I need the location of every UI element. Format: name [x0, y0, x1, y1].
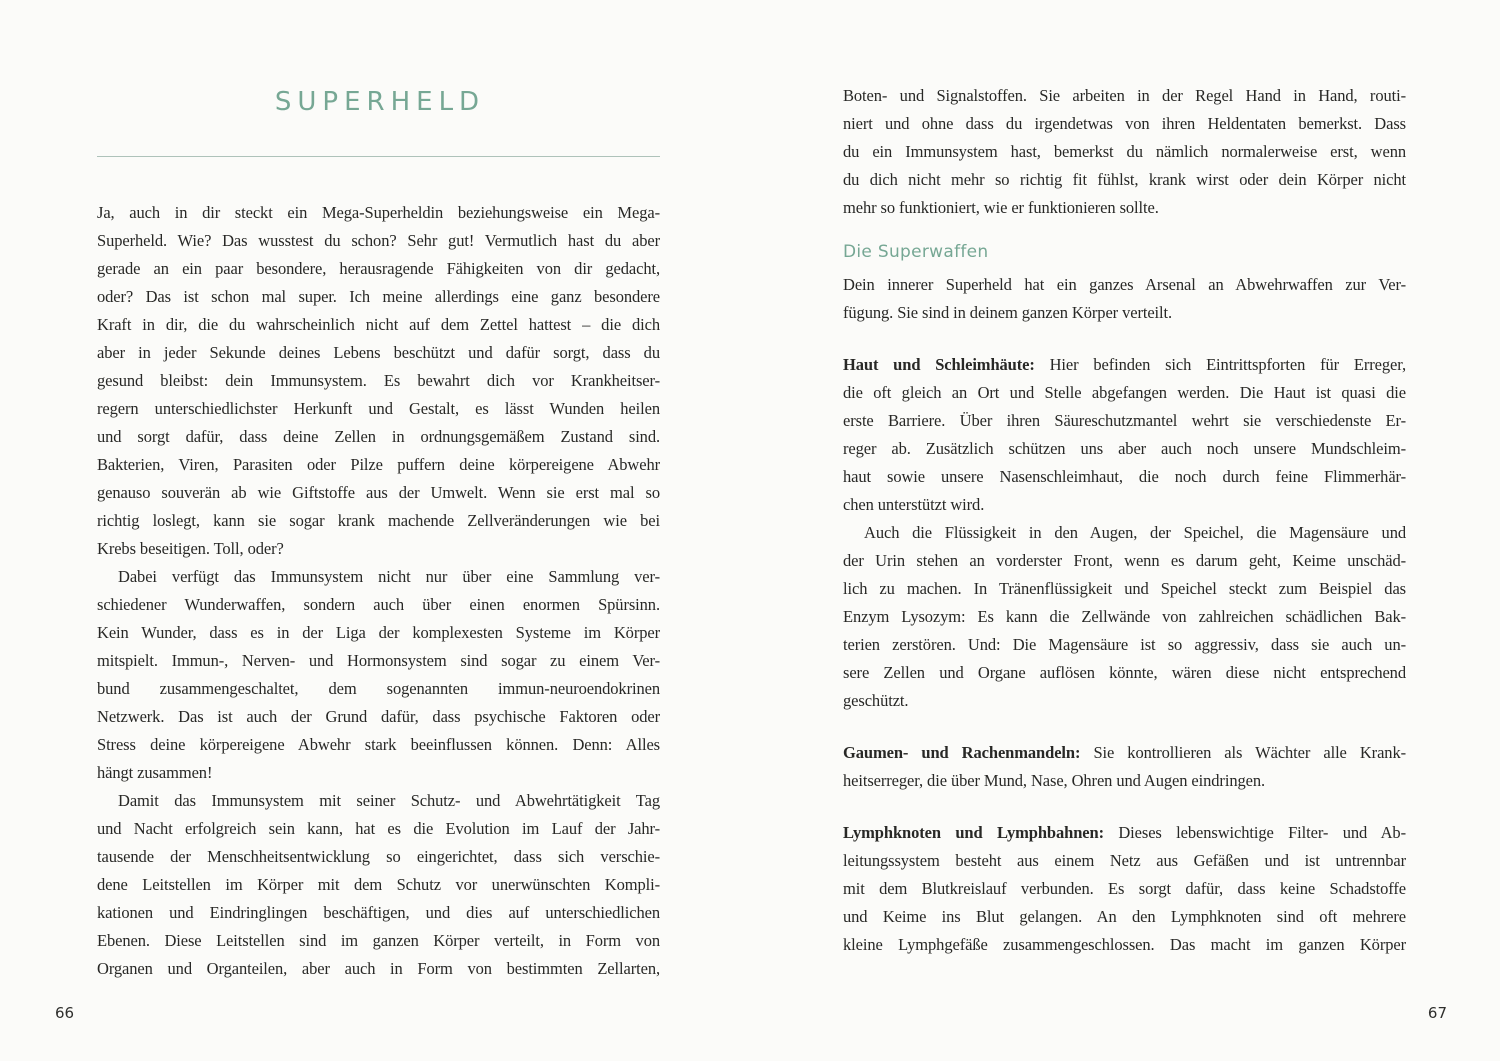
paragraph [97, 563, 660, 787]
text-line: Ja, auch in dir steckt ein Mega-Superheldin beziehungsweise ein Mega- [97, 203, 660, 222]
text-line: Lymphknoten und Lymphbahnen: Dieses lebenswichtige Filter- und Ab- [843, 823, 1406, 842]
text-line: Superheld. Wie? Das wusstest du schon? Sehr gut! Vermutlich hast du aber [97, 231, 660, 250]
text-line: Kraft in dir, die du wahrscheinlich nicht auf dem Zettel hattest – die dich [97, 315, 660, 334]
page-number-right: 67 [1427, 1004, 1447, 1022]
paragraph [843, 351, 1406, 519]
section-heading: Die Superwaffen [843, 242, 989, 262]
bold-lead: Gaumen- und Rachenmandeln: [843, 743, 1081, 762]
text-line: terien zerstören. Und: Die Magensäure ist so aggressiv, dass sie auch un- [843, 635, 1406, 654]
text-line: niert und ohne dass du irgendetwas von ihren Heldentaten bemerkst. Dass [843, 114, 1406, 133]
text-line: hängt zusammen! [97, 763, 213, 782]
text-line: Krebs beseitigen. Toll, oder? [97, 539, 284, 558]
text-line: fügung. Sie sind in deinem ganzen Körper verteilt. [843, 303, 1173, 322]
paragraph [843, 819, 1406, 959]
left-page [97, 0, 660, 1061]
text-line: gerade an ein paar besondere, herausragende Fähigkeiten von dir gedacht, [97, 259, 660, 278]
text-line: Bakterien, Viren, Parasiten oder Pilze puffern deine körpereigene Abwehr [97, 455, 660, 474]
right-page-body [843, 0, 1406, 959]
text-line: geschützt. [843, 691, 909, 710]
text-line: und sorgt dafür, dass deine Zellen in ordnungsgemäßem Zustand sind. [97, 427, 660, 446]
text-line: mitspielt. Immun-, Nerven- und Hormonsystem sind sogar zu einem Ver- [97, 651, 660, 670]
text-line: oder? Das ist schon mal super. Ich meine allerdings eine ganz besondere [97, 287, 660, 306]
text-line: mit dem Blutkreislauf verbunden. Es sorgt dafür, dass keine Schadstoffe [843, 879, 1406, 898]
right-page [843, 0, 1406, 1061]
left-page-body [97, 199, 660, 983]
text-line: Haut und Schleimhäute: Hier befinden sich Eintrittspforten für Erreger, [843, 355, 1406, 374]
text-line: die oft gleich an Ort und Stelle abgefangen werden. Die Haut ist quasi die [843, 383, 1406, 402]
text-line: du ein Immunsystem hast, bemerkst du nämlich normalerweise erst, wenn [843, 142, 1406, 161]
paragraph [843, 82, 1406, 222]
text-line: Stress deine körpereigene Abwehr stark beeinflussen können. Denn: Alles [97, 735, 660, 754]
text-line: richtig loslegt, kann sie sogar krank machende Zellveränderungen wie bei [97, 511, 660, 530]
text-line: mehr so funktioniert, wie er funktionieren sollte. [843, 198, 1159, 217]
text-line: Ebenen. Diese Leitstellen sind im ganzen Körper verteilt, in Form von [97, 931, 660, 950]
text-line: Enzym Lysozym: Es kann die Zellwände von zahlreichen schädlichen Bak- [843, 607, 1406, 626]
text-line: gesund bleibst: dein Immunsystem. Es bewahrt dich vor Krankheitser- [97, 371, 660, 390]
text-line: und Nacht erfolgreich sein kann, hat es die Evolution im Lauf der Jahr- [97, 819, 660, 838]
text-line: Auch die Flüssigkeit in den Augen, der Speichel, die Magensäure und [864, 523, 1406, 542]
text-line: schiedener Wunderwaffen, sondern auch über einen enormen Spürsinn. [97, 595, 660, 614]
text-line: leitungssystem besteht aus einem Netz aus Gefäßen und ist untrennbar [843, 851, 1406, 870]
paragraph [843, 739, 1406, 795]
text-line: sere Zellen und Organe auflösen könnte, wären diese nicht entsprechend [843, 663, 1406, 682]
paragraph [97, 787, 660, 983]
text-line: tausende der Menschheitsentwicklung so eingerichtet, dass sich verschie- [97, 847, 660, 866]
text-line: bund zusammengeschaltet, dem sogenannten immun-neuroendokrinen [97, 679, 660, 698]
text-line: Dabei verfügt das Immunsystem nicht nur über eine Sammlung ver- [118, 567, 660, 586]
text-line: lich zu machen. In Tränenflüssigkeit und Speichel steckt zum Beispiel das [843, 579, 1406, 598]
text-line: regern unterschiedlichster Herkunft und Gestalt, es lässt Wunden heilen [97, 399, 660, 418]
text-line: kleine Lymphgefäße zusammengeschlossen. Das macht im ganzen Körper [843, 935, 1406, 954]
chapter-divider [97, 156, 660, 157]
bold-lead: Haut und Schleimhäute: [843, 355, 1035, 374]
text-line: Netzwerk. Das ist auch der Grund dafür, dass psychische Faktoren oder [97, 707, 660, 726]
text-line: Gaumen- und Rachenmandeln: Sie kontrollieren als Wächter alle Krank- [843, 743, 1406, 762]
page-number-left: 66 [55, 1004, 75, 1022]
text-line: Damit das Immunsystem mit seiner Schutz- und Abwehrtätigkeit Tag [118, 791, 660, 810]
text-line: aber in jeder Sekunde deines Lebens beschützt und dafür sorgt, dass du [97, 343, 660, 362]
chapter-title: SUPERHELD [274, 87, 486, 117]
paragraph [97, 199, 660, 563]
text-line: haut sowie unsere Nasenschleimhaut, die noch durch feine Flimmerhär- [843, 467, 1406, 486]
text-line: Organen und Organteilen, aber auch in Form von bestimmten Zellarten, [97, 959, 660, 978]
text-line: chen unterstützt wird. [843, 495, 985, 514]
bold-lead: Lymphknoten und Lymphbahnen: [843, 823, 1104, 842]
text-line: reger ab. Zusätzlich schützen uns aber auch noch unsere Mundschleim- [843, 439, 1406, 458]
text-line: dene Leitstellen im Körper mit dem Schutz vor unerwünschten Kompli- [97, 875, 660, 894]
text-line: Dein innerer Superheld hat ein ganzes Arsenal an Abwehrwaffen zur Ver- [843, 275, 1406, 294]
text-line: heitserreger, die über Mund, Nase, Ohren und Augen eindringen. [843, 771, 1266, 790]
text-line: du dich nicht mehr so richtig fit fühlst, krank wirst oder dein Körper nicht [843, 170, 1406, 189]
paragraph [843, 519, 1406, 715]
text-line: der Urin stehen an vorderster Front, wenn es darum geht, Keime unschäd- [843, 551, 1406, 570]
text-line: erste Barriere. Über ihren Säureschutzmantel wehrt sie verschiedenste Er- [843, 411, 1406, 430]
paragraph [843, 271, 1406, 327]
text-line: genauso souverän ab wie Giftstoffe aus der Umwelt. Wenn sie erst mal so [97, 483, 660, 502]
text-line: und Keime ins Blut gelangen. An den Lymphknoten sind oft mehrere [843, 907, 1406, 926]
text-line: Boten- und Signalstoffen. Sie arbeiten in der Regel Hand in Hand, routi- [843, 86, 1406, 105]
text-line: Kein Wunder, dass es in der Liga der komplexesten Systeme im Körper [97, 623, 660, 642]
text-line: kationen und Eindringlingen beschäftigen, und dies auf unterschiedlichen [97, 903, 660, 922]
